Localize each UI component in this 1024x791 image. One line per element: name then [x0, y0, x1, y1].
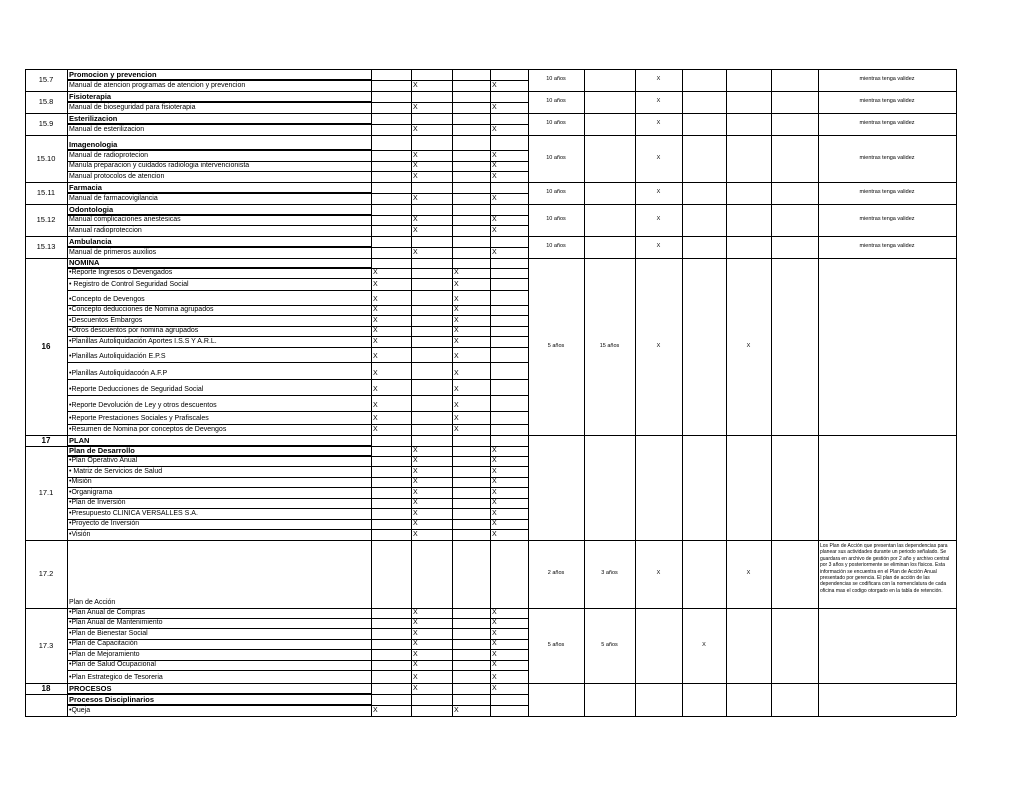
- series-description: •Descuentos Embargos: [69, 317, 143, 324]
- row-line: [67, 362, 528, 363]
- retention-row-line: [528, 91, 956, 92]
- retention-mark: X: [373, 338, 378, 345]
- series-description: Manual radioproteccion: [69, 227, 142, 234]
- retention-row-line: [528, 258, 956, 259]
- row-line: [67, 150, 528, 151]
- archivo-gestion: 10 años: [546, 98, 566, 104]
- retention-mark: X: [492, 661, 497, 668]
- series-description: Plan de Desarrollo: [69, 446, 135, 455]
- retention-mark: X: [413, 619, 418, 626]
- section-separator: [25, 446, 67, 447]
- retention-mark: X: [373, 306, 378, 313]
- retention-mark: X: [373, 415, 378, 422]
- retention-mark: X: [373, 353, 378, 360]
- row-line: [67, 113, 528, 114]
- row-line: [67, 225, 528, 226]
- retention-mark: X: [492, 651, 497, 658]
- retention-mark: X: [413, 609, 418, 616]
- retention-row-line: [528, 683, 956, 684]
- series-description: Manula preparacion y cuidados radiologia intervencionista: [69, 162, 250, 169]
- row-line-bold: [67, 246, 371, 247]
- row-line-bold: [67, 192, 371, 193]
- series-description: Plan de Acción: [69, 599, 116, 606]
- retention-mark: X: [413, 520, 418, 527]
- retention-mark: X: [454, 370, 459, 377]
- column-line: [584, 69, 585, 716]
- retention-mark: X: [373, 269, 378, 276]
- section-code: 17.1: [38, 488, 54, 497]
- row-line-bold: [67, 693, 371, 694]
- procedimiento-note: mientras tenga validez: [859, 189, 915, 195]
- retention-mark: X: [492, 630, 497, 637]
- retention-mark: X: [454, 415, 459, 422]
- series-description: Ambulancia: [69, 237, 112, 246]
- series-description: •Plan de Mejoramiento: [69, 651, 140, 658]
- row-line: [67, 290, 528, 291]
- series-description: Manual de bioseguridad para fisioterapia: [69, 104, 196, 111]
- procedimiento-note: mientras tenga validez: [859, 76, 915, 82]
- section-code: 15.12: [36, 215, 56, 224]
- series-description: •Planillas Autoliquidación Aportes I.S.S Y A.R.L.: [69, 338, 217, 345]
- retention-mark: X: [373, 370, 378, 377]
- retention-mark: X: [413, 195, 418, 202]
- procedimiento-note: mientras tenga validez: [859, 98, 915, 104]
- retention-mark: X: [454, 353, 459, 360]
- retention-mark: X: [413, 685, 418, 692]
- row-line: [67, 670, 528, 671]
- disposicion-ct: X: [656, 76, 661, 82]
- series-description: PROCESOS: [69, 684, 112, 693]
- retention-mark: X: [413, 126, 418, 133]
- series-description: •Presupuesto CLINICA VERSALLES S.A.: [69, 510, 198, 517]
- retention-mark: X: [413, 249, 418, 256]
- retention-mark: X: [454, 338, 459, 345]
- row-line: [67, 80, 528, 81]
- retention-mark: X: [413, 82, 418, 89]
- row-line: [67, 487, 528, 488]
- archivo-gestion: 10 años: [546, 120, 566, 126]
- series-description: Esterilizacion: [69, 114, 118, 123]
- retention-mark: X: [454, 281, 459, 288]
- retention-mark: X: [492, 609, 497, 616]
- retention-mark: X: [413, 510, 418, 517]
- retention-mark: X: [413, 674, 418, 681]
- retention-mark: X: [492, 173, 497, 180]
- row-line: [67, 347, 528, 348]
- archivo-gestion: 10 años: [546, 155, 566, 161]
- procedimiento-note: mientras tenga validez: [859, 216, 915, 222]
- row-line: [67, 182, 528, 183]
- archivo-gestion: 10 años: [546, 76, 566, 82]
- row-line: [67, 446, 528, 447]
- retention-mark: X: [373, 317, 378, 324]
- section-separator: [25, 608, 67, 609]
- row-line-bold: [67, 123, 371, 124]
- retention-mark: X: [492, 489, 497, 496]
- row-line-bold: [67, 79, 371, 80]
- retention-mark: X: [492, 152, 497, 159]
- retention-mark: X: [492, 162, 497, 169]
- retention-row-line: [528, 540, 956, 541]
- retention-row-line: [528, 182, 956, 183]
- retention-mark: X: [413, 162, 418, 169]
- retention-mark: X: [413, 651, 418, 658]
- series-description: NOMINA: [69, 258, 100, 267]
- series-description: •Proyecto de Inversión: [69, 520, 140, 527]
- series-description: •Plan de Inversión: [69, 499, 126, 506]
- row-line: [67, 649, 528, 650]
- row-line: [67, 91, 528, 92]
- procedimiento-note: mientras tenga validez: [859, 120, 915, 126]
- retention-mark: X: [373, 327, 378, 334]
- series-description: •Resumen de Nomina por conceptos de Devengos: [69, 426, 227, 433]
- series-description: Imagenologia: [69, 140, 118, 149]
- section-code: 15.11: [36, 188, 56, 197]
- archivo-central: 5 años: [601, 642, 618, 648]
- series-description: •Concepto de Devengos: [69, 296, 145, 303]
- retention-mark: X: [454, 327, 459, 334]
- archivo-gestion: 2 años: [547, 570, 565, 576]
- retention-row-line: [528, 608, 956, 609]
- column-line: [726, 69, 727, 716]
- disposicion-ct: X: [656, 189, 661, 195]
- archivo-central: 3 años: [601, 570, 618, 576]
- series-description: • Matriz de Servicios de Salud: [69, 468, 163, 475]
- section-separator: [25, 716, 67, 717]
- section-code: 15.8: [38, 97, 54, 106]
- row-line: [67, 508, 528, 509]
- archivo-gestion: 10 años: [546, 216, 566, 222]
- retention-mark: X: [413, 478, 418, 485]
- series-description: •Plan Operativo Anual: [69, 457, 138, 464]
- retention-mark: X: [413, 173, 418, 180]
- column-line: [818, 69, 819, 716]
- disposicion-ct: X: [656, 155, 661, 161]
- retention-mark: X: [373, 707, 378, 714]
- disposicion-ct: X: [656, 343, 661, 349]
- retention-mark: X: [454, 402, 459, 409]
- retention-mark: X: [373, 296, 378, 303]
- series-description: Fisioterapia: [69, 92, 112, 101]
- disposicion-ct: X: [656, 120, 661, 126]
- row-line: [67, 705, 528, 706]
- series-description: •Misión: [69, 478, 92, 485]
- retention-mark: X: [492, 478, 497, 485]
- row-line: [67, 336, 528, 337]
- series-description: •Otros descuentos por nomina agrupados: [69, 327, 199, 334]
- retention-mark: X: [373, 426, 378, 433]
- retention-mark: X: [492, 531, 497, 538]
- column-line: [771, 69, 772, 716]
- retention-mark: X: [413, 499, 418, 506]
- retention-mark: X: [492, 104, 497, 111]
- retention-mark: X: [413, 468, 418, 475]
- section-separator: [25, 135, 67, 136]
- retention-mark: X: [492, 520, 497, 527]
- row-line: [67, 193, 528, 194]
- section-code: 16: [41, 342, 51, 351]
- row-line: [67, 529, 528, 530]
- row-line: [67, 278, 528, 279]
- disposicion-e: X: [702, 642, 706, 648]
- retention-mark: X: [454, 269, 459, 276]
- column-line: [25, 69, 26, 716]
- series-description: •Reporte Devolución de Ley y otros descuentos: [69, 402, 217, 409]
- retention-mark: X: [373, 281, 378, 288]
- row-line: [67, 540, 528, 541]
- archivo-gestion: 5 años: [547, 343, 565, 349]
- series-description: •Plan Anual de Compras: [69, 609, 145, 616]
- row-line: [67, 716, 528, 717]
- archivo-gestion: 10 años: [546, 189, 566, 195]
- series-description: •Planillas Autoliquidación E.P.S: [69, 353, 166, 360]
- retention-mark: X: [413, 457, 418, 464]
- retention-mark: X: [492, 447, 497, 454]
- section-separator: [25, 182, 67, 183]
- row-line: [67, 435, 528, 436]
- retention-row-line: [528, 113, 956, 114]
- retention-mark: X: [454, 296, 459, 303]
- column-line: [682, 69, 683, 716]
- retention-mark: X: [454, 317, 459, 324]
- section-code: 15.9: [38, 119, 54, 128]
- series-description: •Queja: [69, 707, 91, 714]
- retention-row-line: [528, 435, 956, 436]
- row-line: [67, 395, 528, 396]
- row-line: [67, 683, 528, 684]
- section-separator: [25, 204, 67, 205]
- section-code: 17: [41, 436, 51, 445]
- retention-mark: X: [492, 457, 497, 464]
- series-description: • Registro de Control Seguridad Social: [69, 281, 189, 288]
- retention-mark: X: [454, 386, 459, 393]
- retention-row-line: [528, 716, 956, 717]
- retention-mark: X: [413, 227, 418, 234]
- archivo-gestion: 10 años: [546, 243, 566, 249]
- series-description: Manual de farmacovigilancia: [69, 195, 158, 202]
- retention-mark: X: [492, 499, 497, 506]
- row-line: [67, 247, 528, 248]
- series-description: Promocion y prevencion: [69, 70, 157, 79]
- series-description: Manual complicaciones anestesicas: [69, 216, 181, 223]
- disposicion-ct: X: [656, 98, 661, 104]
- series-description: Manual de radioprotecion: [69, 152, 148, 159]
- row-line: [67, 171, 528, 172]
- series-description: Farmacia: [69, 183, 102, 192]
- series-description: •Plan Anual de Mantenimiento: [69, 619, 163, 626]
- disposicion-s: X: [746, 343, 751, 349]
- row-line: [67, 411, 528, 412]
- series-description: Manual de primeros auxilios: [69, 249, 157, 256]
- retention-mark: X: [492, 216, 497, 223]
- section-code: 15.7: [38, 75, 54, 84]
- series-description: Manual de esterilizacion: [69, 126, 145, 133]
- archivo-gestion: 5 años: [547, 642, 565, 648]
- series-description: Procesos Disciplinarios: [69, 695, 155, 704]
- section-separator: [25, 113, 67, 114]
- section-separator: [25, 694, 67, 695]
- archivo-central: 15 años: [599, 343, 620, 349]
- series-description: •Visión: [69, 531, 91, 538]
- retention-mark: X: [413, 104, 418, 111]
- section-code: 17.3: [38, 641, 54, 650]
- section-separator: [25, 91, 67, 92]
- retention-row-line: [528, 204, 956, 205]
- disposicion-ct: X: [656, 216, 661, 222]
- retention-mark: X: [492, 468, 497, 475]
- row-line-bold: [67, 704, 371, 705]
- retention-mark: X: [413, 531, 418, 538]
- retention-mark: X: [373, 402, 378, 409]
- row-line: [67, 424, 528, 425]
- row-line: [67, 315, 528, 316]
- column-line: [956, 69, 957, 716]
- retention-mark: X: [492, 82, 497, 89]
- retention-mark: X: [454, 426, 459, 433]
- section-code: 15.13: [36, 242, 56, 251]
- row-line-bold: [67, 101, 371, 102]
- series-description: •Plan de Capacitación: [69, 640, 138, 647]
- retention-mark: X: [413, 216, 418, 223]
- series-description: •Concepto deducciones de Nomina agrupados: [69, 306, 214, 313]
- retention-mark: X: [492, 195, 497, 202]
- retention-mark: X: [492, 126, 497, 133]
- series-description: •Reporte Prestaciones Sociales y Prafiscales: [69, 415, 209, 422]
- series-description: •Reporte Ingresos o Devengados: [69, 269, 173, 276]
- retention-mark: X: [454, 707, 459, 714]
- series-description: Manual de atencion programas de atencion y prevencion: [69, 82, 246, 89]
- series-description: •Organigrama: [69, 489, 113, 496]
- section-code: 15.10: [36, 154, 56, 163]
- series-description: Manual protocolos de atencion: [69, 173, 165, 180]
- row-line: [67, 258, 528, 259]
- row-line: [67, 102, 528, 103]
- retention-row-line: [528, 236, 956, 237]
- row-line-bold: [67, 214, 371, 215]
- retention-mark: X: [492, 249, 497, 256]
- disposicion-ct: X: [656, 570, 661, 576]
- disposicion-ct: X: [656, 243, 661, 249]
- retention-mark: X: [492, 227, 497, 234]
- series-description: •Plan de Bienestar Social: [69, 630, 148, 637]
- procedimiento-note: mientras tenga validez: [859, 243, 915, 249]
- series-description: Odontologia: [69, 205, 114, 214]
- retention-mark: X: [492, 685, 497, 692]
- retention-mark: X: [492, 619, 497, 626]
- section-code: 17.2: [38, 569, 54, 578]
- row-line-bold: [67, 455, 371, 456]
- series-description: •Plan Estrategico de Tesoreria: [69, 674, 163, 681]
- row-line: [67, 236, 528, 237]
- row-line-bold: [67, 149, 371, 150]
- series-description: PLAN: [69, 436, 90, 445]
- disposicion-s: X: [746, 570, 751, 576]
- procedimiento-note: mientras tenga validez: [859, 155, 915, 161]
- row-line: [67, 204, 528, 205]
- column-line: [635, 69, 636, 716]
- retention-mark: X: [413, 661, 418, 668]
- retention-row-line: [528, 135, 956, 136]
- retention-mark: X: [413, 630, 418, 637]
- series-description: •Planillas Autoliquidacoón A.F.P: [69, 370, 168, 377]
- row-line: [67, 124, 528, 125]
- section-separator: [25, 258, 67, 259]
- retention-mark: X: [413, 640, 418, 647]
- retention-mark: X: [413, 152, 418, 159]
- row-line: [67, 477, 528, 478]
- procedimiento-note: Los Plan de Acción que presentan las dependencias para planear sus actividades durante un periodo señalado. Se guardara en archivo de gestión por 2 año y archivo central por 3 años y posteriormente se eliminan los físicos. Esta información se encuentra en el Plan de Acción Anual presentado por gerencia. El plan de acción de las dependencias se codificara con la nomenclatura de cada oficina mas el codigo otorgado en la tabla de retención.: [820, 543, 950, 594]
- row-line: [67, 379, 528, 380]
- series-description: •Plan de Salud Ocupacional: [69, 661, 156, 668]
- retention-mark: X: [413, 447, 418, 454]
- row-line: [67, 498, 528, 499]
- retention-mark: X: [373, 386, 378, 393]
- series-description: •Reporte Deducciones de Seguridad Social: [69, 386, 204, 393]
- row-line: [67, 628, 528, 629]
- section-separator: [25, 236, 67, 237]
- retention-mark: X: [454, 306, 459, 313]
- retention-mark: X: [492, 674, 497, 681]
- row-line-bold: [67, 267, 371, 268]
- retention-mark: X: [413, 489, 418, 496]
- retention-mark: X: [492, 510, 497, 517]
- section-separator: [25, 540, 67, 541]
- row-line: [67, 135, 528, 136]
- column-line: [528, 69, 529, 716]
- row-line: [67, 466, 528, 467]
- retention-mark: X: [492, 640, 497, 647]
- section-code: 18: [41, 684, 51, 693]
